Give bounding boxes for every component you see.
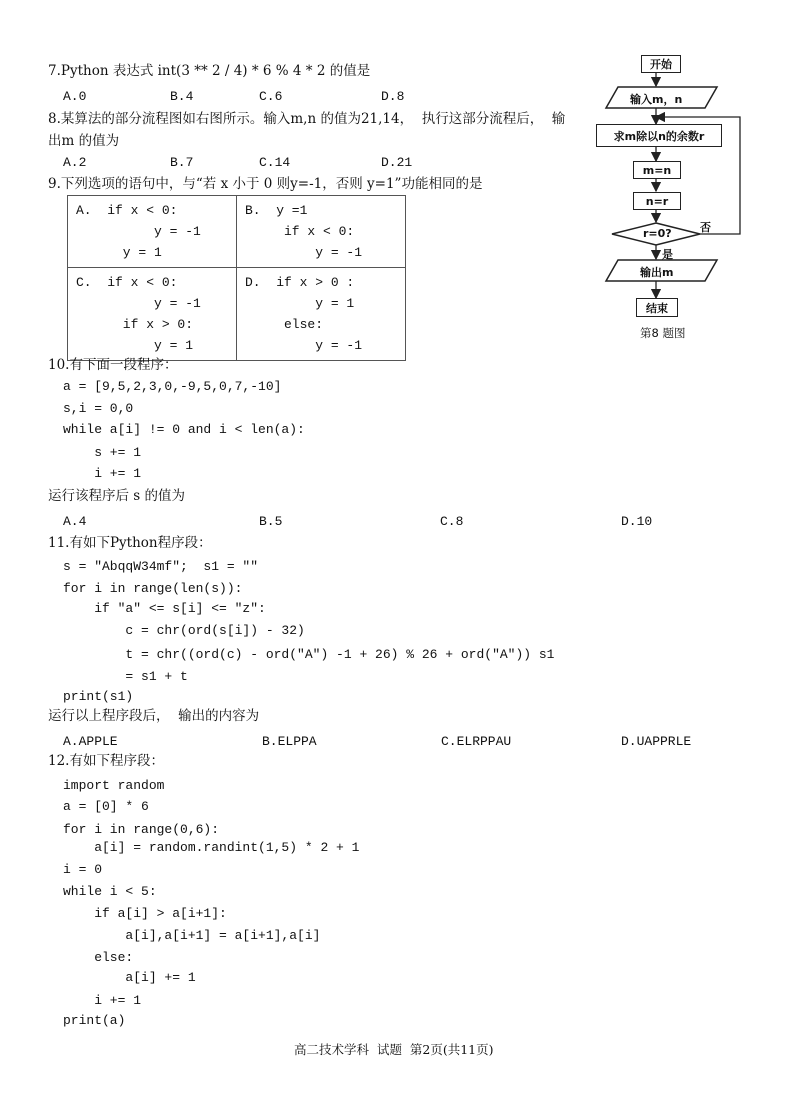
q11-code-line: = s1 + t (63, 669, 188, 684)
q11-code-line: if "a" <= s[i] <= "z": (63, 601, 266, 616)
q12-stem: 12.有如下程序段： (48, 753, 164, 769)
page-footer: 高二技术学科 试题 第2页(共11页) (294, 1042, 494, 1057)
q11-code-line: for i in range(len(s)): (63, 581, 243, 596)
flowchart-output: 输出m (640, 266, 674, 279)
q12-code-line: print(a) (63, 1013, 126, 1028)
q9-option-c: C. if x < 0: y = -1 if x > 0: y = 1 (68, 268, 237, 361)
q8-stem-line1: 8.某算法的部分流程图如右图所示。输入m,n 的值为21,14， 执行这部分流程后， 输 (48, 111, 566, 127)
q12-code-line: if a[i] > a[i+1]: (63, 906, 227, 921)
q7-option-d: D.8 (381, 89, 405, 104)
flowchart-input: 输入m，n (630, 93, 683, 106)
flowchart-assign-m: m=n (633, 161, 681, 179)
q11-code-line: c = chr(ord(s[i]) - 32) (63, 623, 305, 638)
q8-option-b: B.7 (170, 155, 194, 170)
q11-option-c: C.ELRPPAU (441, 734, 512, 749)
q8-option-c: C.14 (259, 155, 291, 170)
q9-stem: 9.下列选项的语句中，与“若 x 小于 0 则y=-1，否则 y=1”功能相同的是 (48, 176, 483, 192)
q12-code-line: else: (63, 950, 134, 965)
q11-stem: 11.有如下Python程序段： (48, 535, 212, 551)
q10-code-line: while a[i] != 0 and i < len(a): (63, 422, 305, 437)
q10-option-d: D.10 (621, 514, 653, 529)
q11-option-d: D.UAPPRLE (621, 734, 692, 749)
flowchart-start: 开始 (641, 55, 681, 73)
q7-option-b: B.4 (170, 89, 194, 104)
q7-option-a: A.0 (63, 89, 87, 104)
q12-code-line: import random (63, 778, 165, 793)
q12-code-line: a[i] = random.randint(1,5) * 2 + 1 (63, 840, 360, 855)
q7-stem: 7.Python 表达式 int(3 ** 2 / 4) * 6 % 4 * 2 的值是 (48, 63, 371, 79)
q8-stem-line2: 出m 的值为 (48, 133, 120, 149)
q8-option-a: A.2 (63, 155, 87, 170)
flowchart-caption: 第8 题图 (640, 326, 686, 340)
q11-option-a: A.APPLE (63, 734, 118, 749)
q10-option-b: B.5 (259, 514, 283, 529)
q10-option-a: A.4 (63, 514, 87, 529)
q10-code-line: s,i = 0,0 (63, 401, 134, 416)
flowchart-process: 求m除以n的余数r (596, 124, 722, 147)
q12-code-line: for i in range(0,6): (63, 822, 220, 837)
q12-code-line: i += 1 (63, 993, 142, 1008)
q11-question: 运行以上程序段后， 输出的内容为 (48, 708, 260, 724)
q12-code-line: a = [0] * 6 (63, 799, 149, 814)
q11-code-line: t = chr((ord(c) - ord("A") -1 + 26) % 26 + ord("A")) s1 (63, 647, 555, 662)
q10-code-line: i += 1 (63, 466, 142, 481)
q9-option-b: B. y =1 if x < 0: y = -1 (237, 196, 406, 268)
q10-option-c: C.8 (440, 514, 464, 529)
q12-code-line: while i < 5: (63, 884, 157, 899)
q9-options-table (67, 195, 406, 361)
flowchart-connectors (590, 48, 760, 323)
flowchart-decision: r=0? (643, 227, 672, 240)
flowchart-assign-n: n=r (633, 192, 681, 210)
flowchart-no-label: 否 (700, 221, 711, 234)
q10-code-line: a = [9,5,2,3,0,-9,5,0,7,-10] (63, 379, 282, 394)
q7-option-c: C.6 (259, 89, 283, 104)
q10-question: 运行该程序后 s 的值为 (48, 488, 186, 504)
q10-code-line: s += 1 (63, 445, 142, 460)
q8-option-d: D.21 (381, 155, 413, 170)
q10-stem: 10.有下面一段程序： (48, 357, 178, 373)
q11-code-line: print(s1) (63, 689, 134, 704)
q11-code-line: s = "AbqqW34mf"; s1 = "" (63, 559, 259, 574)
q9-option-a: A. if x < 0: y = -1 y = 1 (68, 196, 237, 268)
q12-code-line: a[i] += 1 (63, 970, 196, 985)
flowchart-end: 结束 (636, 298, 678, 317)
q11-option-b: B.ELPPA (262, 734, 317, 749)
q12-code-line: a[i],a[i+1] = a[i+1],a[i] (63, 928, 321, 943)
q9-option-d: D. if x > 0 : y = 1 else: y = -1 (237, 268, 406, 361)
q12-code-line: i = 0 (63, 862, 103, 877)
flowchart-yes-label: 是 (662, 248, 673, 261)
